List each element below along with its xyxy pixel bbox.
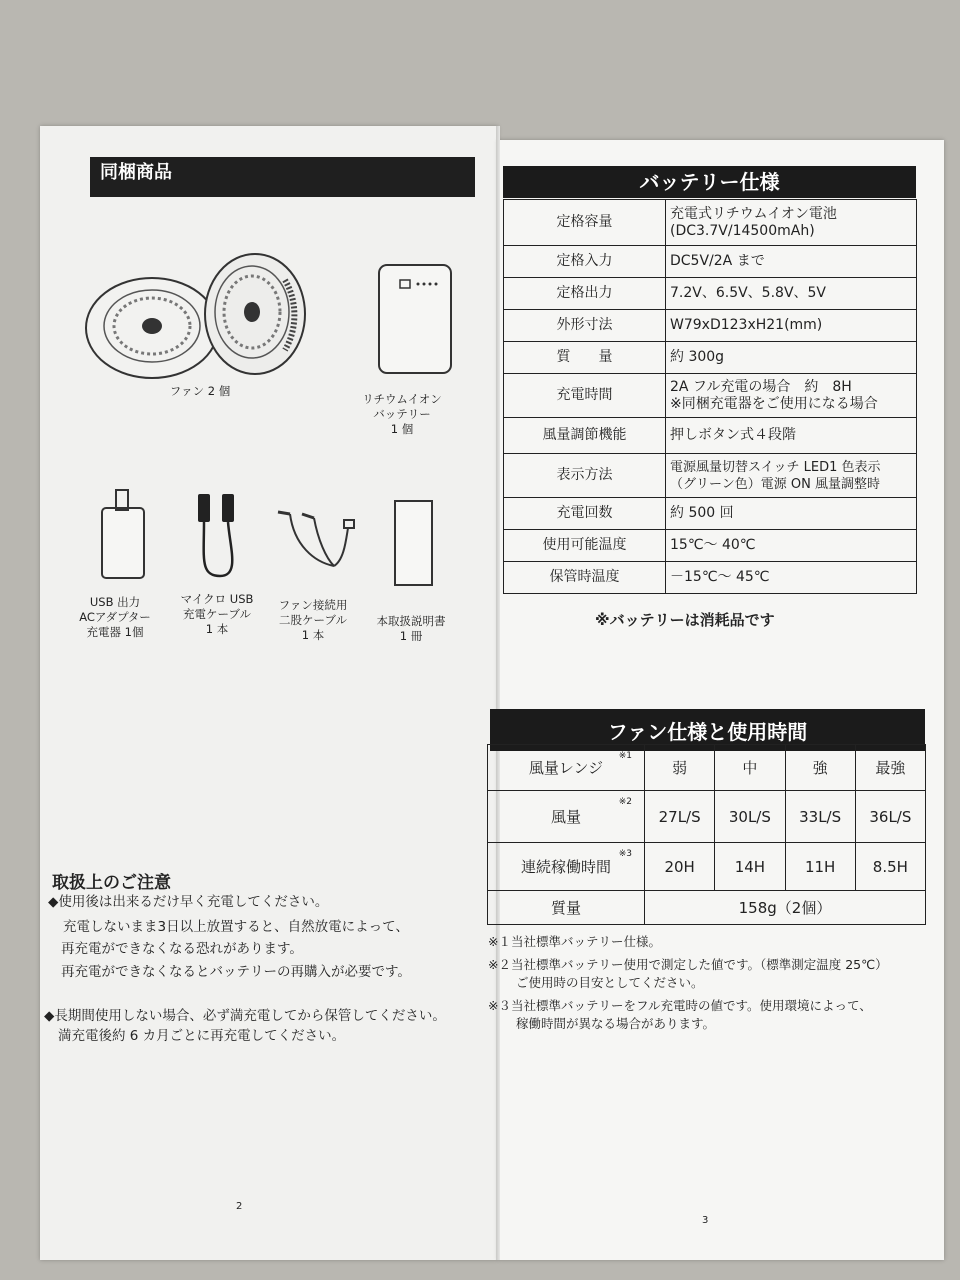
splitter-cable-label: ファン接続用 二股ケーブル 1 本 — [278, 598, 348, 642]
airflow-cell: 33L/S — [785, 791, 855, 843]
spec-value: 充電式リチウムイオン電池 (DC3.7V/14500mAh) — [666, 200, 917, 246]
spec-value: W79xD123xH21(mm) — [666, 310, 917, 342]
spec-key: 充電回数 — [504, 498, 666, 530]
table-row — [504, 374, 917, 418]
runtime-cell: 14H — [715, 843, 785, 891]
table-row — [504, 530, 917, 562]
spec-value: 2A フル充電の場合 約 8H ※同梱充電器をご使用になる場合 — [666, 374, 917, 418]
usb-cable-illustration — [190, 488, 250, 583]
adapter-label: USB 出力 ACアダプター 充電器 1個 — [79, 595, 151, 639]
footnote: ご使用時の目安としてください。 — [516, 975, 704, 990]
caution-line: ◆長期間使用しない場合、必ず満充電してから保管してください。 — [44, 1008, 446, 1024]
table-row — [504, 498, 917, 530]
caution-line: 再充電ができなくなる恐れがあります。 — [61, 941, 303, 957]
footnote: 稼働時間が異なる場合があります。 — [516, 1016, 716, 1031]
table-row — [504, 310, 917, 342]
battery-note: ※バッテリーは消耗品です — [595, 611, 775, 629]
caution-line: 再充電ができなくなるとバッテリーの再購入が必要です。 — [61, 964, 411, 980]
footnote: ※２当社標準バッテリー使用で測定した値です。（標準測定温度 25℃） — [488, 957, 888, 972]
spec-value: 電源風量切替スイッチ LED1 色表示 （グリーン色）電源 ON 風量調整時 — [666, 454, 917, 498]
spec-value: －15℃～ 45℃ — [666, 562, 917, 594]
page-number: 3 — [702, 1215, 709, 1226]
row-header: 質量 — [488, 891, 645, 925]
caution-title: 取扱上のご注意 — [52, 873, 171, 893]
level-cell: 強 — [785, 745, 855, 791]
weight-cell: 158g（2個） — [645, 891, 926, 925]
spec-key: 保管時温度 — [504, 562, 666, 594]
spec-key: 充電時間 — [504, 374, 666, 418]
airflow-cell: 27L/S — [645, 791, 715, 843]
runtime-cell: 20H — [645, 843, 715, 891]
level-cell: 最強 — [855, 745, 925, 791]
manual-label: 本取扱説明書 1 冊 — [376, 614, 446, 643]
fan-illustration — [80, 250, 320, 385]
spec-key: 質 量 — [504, 342, 666, 374]
fan-label: ファン 2 個 — [169, 384, 231, 398]
runtime-cell: 11H — [785, 843, 855, 891]
table-row — [504, 200, 917, 246]
table-row — [504, 246, 917, 278]
manual-illustration — [392, 498, 436, 588]
battery-spec-header: バッテリー仕様 — [503, 166, 916, 198]
level-cell: 中 — [715, 745, 785, 791]
airflow-cell: 36L/S — [855, 791, 925, 843]
table-row — [504, 278, 917, 310]
table-row — [504, 454, 917, 498]
spec-value: DC5V/2A まで — [666, 246, 917, 278]
spec-key: 定格出力 — [504, 278, 666, 310]
spec-key: 表示方法 — [504, 454, 666, 498]
battery-label: リチウムイオン バッテリー 1 個 — [362, 392, 442, 436]
spec-key: 風量調節機能 — [504, 418, 666, 454]
spec-key: 定格容量 — [504, 200, 666, 246]
row-header: 風量レンジ ※1 — [488, 745, 645, 791]
footnote: ※３当社標準バッテリーをフル充電時の値です。使用環境によって、 — [488, 998, 872, 1013]
fan-spec-header: ファン仕様と使用時間 — [490, 709, 925, 751]
adapter-illustration — [96, 486, 156, 586]
spec-key: 外形寸法 — [504, 310, 666, 342]
caution-line: 充電しないまま3日以上放置すると、自然放電によって、 — [63, 919, 409, 935]
caution-line: ◆使用後は出来るだけ早く充電してください。 — [48, 894, 329, 910]
table-row — [504, 342, 917, 374]
spec-key: 定格入力 — [504, 246, 666, 278]
runtime-cell: 8.5H — [855, 843, 925, 891]
table-row — [488, 791, 926, 843]
splitter-cable-illustration — [274, 500, 364, 575]
row-header: 風量 ※2 — [488, 791, 645, 843]
fan-spec-table — [487, 744, 926, 925]
battery-spec-table — [503, 199, 917, 594]
level-cell: 弱 — [645, 745, 715, 791]
spec-value: 7.2V、6.5V、5.8V、5V — [666, 278, 917, 310]
battery-illustration — [376, 262, 456, 377]
spec-value: 15℃～ 40℃ — [666, 530, 917, 562]
table-row — [504, 562, 917, 594]
spec-value: 押しボタン式４段階 — [666, 418, 917, 454]
usb-cable-label: マイクロ USB 充電ケーブル 1 本 — [180, 592, 254, 636]
page-fold — [496, 126, 500, 1260]
caution-line: 満充電後約 6 カ月ごとに再充電してください。 — [58, 1028, 346, 1044]
page-number: 2 — [236, 1201, 243, 1212]
table-row — [488, 843, 926, 891]
table-row — [504, 418, 917, 454]
row-header: 連続稼働時間 ※3 — [488, 843, 645, 891]
included-items-header: 同梱商品 — [90, 157, 475, 197]
table-row — [488, 745, 926, 791]
spec-value: 約 500 回 — [666, 498, 917, 530]
spec-value: 約 300g — [666, 342, 917, 374]
spec-key: 使用可能温度 — [504, 530, 666, 562]
airflow-cell: 30L/S — [715, 791, 785, 843]
footnote: ※１当社標準バッテリー仕様。 — [488, 934, 661, 949]
table-row — [488, 891, 926, 925]
